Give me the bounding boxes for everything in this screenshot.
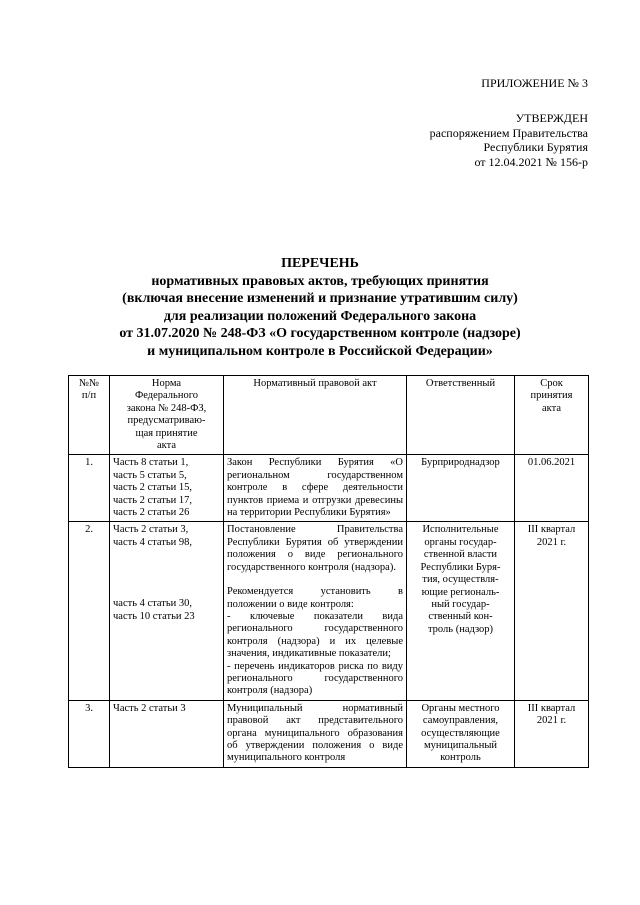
approval-block [430, 111, 588, 169]
title-line-1: ПЕРЕЧЕНЬ [281, 256, 359, 271]
acts-table [68, 375, 589, 768]
row-norm-part-b: часть 4 статьи 30, часть 10 статьи 23 [113, 598, 195, 622]
table-row [69, 700, 589, 767]
approved-by-line1: распоряжением Правительства [429, 125, 588, 140]
table-header-row [69, 376, 589, 455]
row-responsible: Органы местного самоуправления, осуществляющие муниципальный контроль [407, 700, 515, 767]
header-act: Нормативный правовой акт [224, 376, 407, 455]
header-responsible: Ответственный [407, 376, 515, 455]
row-term: III квартал 2021 г. [515, 522, 589, 700]
row-responsible: Бурприроднадзор [407, 455, 515, 522]
row-num: 3. [69, 700, 110, 767]
row-act-part-b: Рекомендуется установить в положении о виде контроля: - ключевые показатели вида регионального государственного контроля (надзора) и их целевые значения, индикативные показатели; - перечень индикаторов риска по виду регионального государственного контроля (надзора) [227, 586, 403, 697]
row-norm-part-a: Часть 2 статьи 3, часть 4 статьи 98, [113, 524, 192, 548]
title-line-3: (включая внесение изменений и признание утратившим силу) [122, 291, 518, 306]
row-act [224, 522, 407, 700]
row-act-part-a: Постановление Правительства Республики Бурятия об утверждении положения о виде регионального государственного контроля (надзора). [227, 524, 403, 573]
appendix-label: ПРИЛОЖЕНИЕ № 3 [481, 76, 588, 90]
approved-label: УТВЕРЖДЕН [515, 111, 588, 125]
row-act: Муниципальный нормативный правовой акт представительного органа муниципального образования об утверждении положения о виде муниципального контроля [224, 700, 407, 767]
title-line-5: от 31.07.2020 № 248-ФЗ «О государственном контроле (надзоре) [119, 326, 521, 341]
title-line-6: и муниципальном контроле в Российской Федерации» [147, 343, 493, 359]
row-responsible: Исполнительные органы государ- ственной власти Республики Буря- тия, осуществля- ющие региональ- ный государ- ственный кон- троль (надзор) [407, 522, 515, 700]
approved-by-line2: Республики Бурятия [483, 140, 588, 154]
table-row [69, 455, 589, 522]
header-norm: Норма Федерального закона № 248-ФЗ, предусматриваю- щая принятие акта [110, 376, 224, 455]
title-line-4: для реализации положений Федерального закона [163, 308, 477, 324]
header-term: Срок принятия акта [515, 376, 589, 455]
table-row [69, 522, 589, 700]
row-term: 01.06.2021 [515, 455, 589, 522]
row-num: 1. [69, 455, 110, 522]
header-num: №№ п/п [69, 376, 110, 455]
document-title [40, 255, 600, 360]
row-norm [110, 522, 224, 700]
row-num: 2. [69, 522, 110, 700]
approved-date: от 12.04.2021 № 156-р [474, 154, 588, 169]
row-norm: Часть 8 статьи 1, часть 5 статьи 5, часть 2 статьи 15, часть 2 статьи 17, часть 2 статьи 26 [110, 455, 224, 522]
row-norm: Часть 2 статьи 3 [110, 700, 224, 767]
row-term: III квартал 2021 г. [515, 700, 589, 767]
row-act: Закон Республики Бурятия «О региональном государственном контроле в сфере деятельности пунктов приема и отгрузки древесины на территории Республики Бурятия» [224, 455, 407, 522]
title-line-2: нормативных правовых актов, требующих принятия [151, 273, 489, 289]
